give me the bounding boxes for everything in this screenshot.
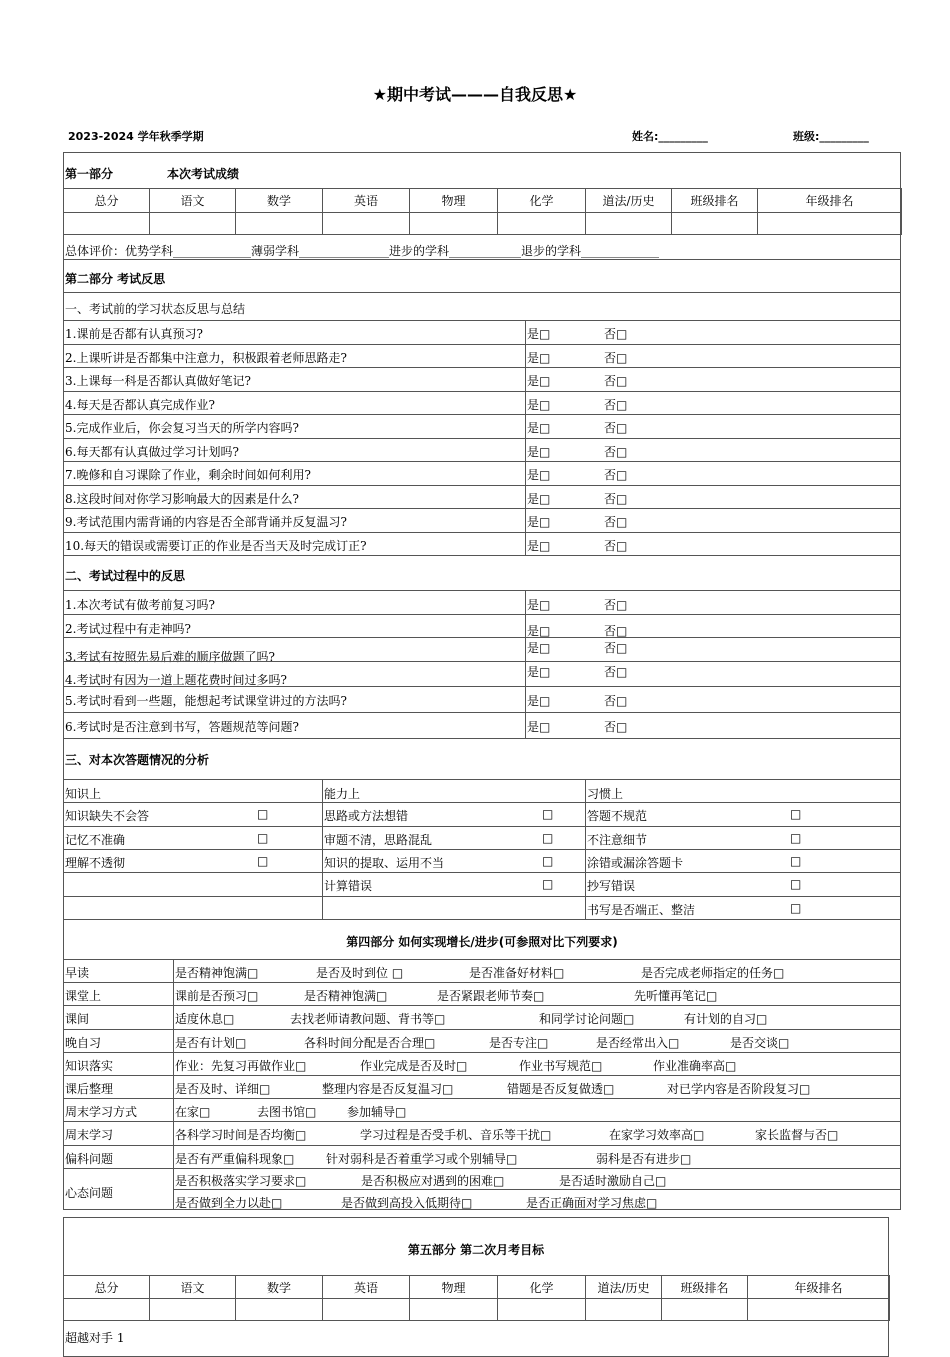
improvement-checkbox-item[interactable]: 针对弱科是否着重学习或个别辅导□ — [326, 1151, 518, 1166]
question-item: 1.本次考试有做考前复习吗? — [65, 598, 215, 612]
row-divider — [64, 391, 900, 392]
row-divider — [64, 982, 900, 983]
row-divider — [64, 532, 900, 533]
score-input[interactable] — [498, 213, 586, 235]
question-item: 7.晚修和自习课除了作业，剩余时间如何利用? — [65, 468, 311, 482]
improvement-checkbox-item[interactable]: 是否及时、详细□ — [175, 1082, 271, 1096]
score-input[interactable] — [672, 213, 758, 235]
question-item: 3.上课每一科是否都认真做好笔记? — [65, 374, 251, 388]
goal-input[interactable] — [498, 1299, 586, 1321]
score-input[interactable] — [64, 213, 150, 235]
no-checkbox[interactable]: 否□ — [604, 694, 628, 708]
overall-evaluation[interactable]: 总体评价：优势学科_____________薄弱学科_______________进步的学科____________退步的学科_____________ — [65, 244, 660, 258]
part1-heading: 本次考试成绩 — [167, 167, 240, 181]
no-checkbox[interactable]: 否□ — [604, 468, 628, 482]
score-input[interactable] — [236, 213, 323, 235]
checkbox[interactable]: □ — [257, 853, 269, 868]
score-input[interactable] — [323, 213, 410, 235]
improvement-checkbox-item[interactable]: 是否及时到位 □ — [316, 966, 404, 980]
mental-checkbox-item[interactable]: 是否做到高投入低期待□ — [341, 1195, 473, 1210]
col-history: 道法/历史 — [586, 189, 672, 213]
improvement-checkbox-item[interactable]: 适度休息□ — [175, 1012, 235, 1027]
yes-checkbox[interactable]: 是□ — [527, 350, 551, 365]
improvement-checkbox-item[interactable]: 是否专注□ — [489, 1035, 549, 1050]
semester: 2023-2024 学年秋季学期 — [68, 130, 204, 143]
name-field-label[interactable]: 姓名:_________ — [632, 130, 708, 143]
score-input[interactable] — [758, 213, 902, 235]
no-checkbox[interactable]: 否□ — [604, 624, 628, 638]
part5-form — [63, 1217, 889, 1357]
row-divider — [64, 826, 900, 827]
row-divider — [64, 802, 900, 803]
goal-col-grade-rank: 年级排名 — [748, 1276, 890, 1299]
row-divider — [64, 1029, 900, 1030]
question-item: 5.考试时看到一些题，能想起考试课堂讲过的方法吗? — [65, 694, 347, 708]
improvement-checkbox-item[interactable]: 是否准备好材料□ — [469, 966, 565, 980]
no-checkbox[interactable]: 否□ — [604, 350, 628, 365]
goal-col-physics: 物理 — [410, 1276, 498, 1299]
no-checkbox[interactable]: 否□ — [604, 720, 628, 734]
improvement-checkbox-item[interactable]: 整理内容是否反复温习□ — [322, 1082, 454, 1096]
improvement-checkbox-item[interactable]: 是否完成老师指定的任务□ — [641, 966, 785, 980]
row-divider — [64, 849, 900, 850]
row-divider — [64, 461, 900, 462]
habit-item: 涂错或漏涂答题卡 — [587, 855, 684, 870]
question-item: 4.考试时有因为一道上题花费时间过多吗? — [65, 673, 287, 687]
checkbox[interactable]: □ — [790, 807, 802, 822]
improvement-row-label: 早读 — [65, 966, 90, 980]
yes-checkbox[interactable]: 是□ — [527, 538, 551, 553]
checkbox[interactable]: □ — [790, 877, 802, 892]
habit-item: 答题不规范 — [587, 809, 648, 824]
col-class-rank: 班级排名 — [672, 189, 758, 213]
row-divider — [64, 414, 900, 415]
score-input[interactable] — [410, 213, 498, 235]
checkbox[interactable]: □ — [542, 830, 554, 845]
improvement-row-label: 周末学习 — [65, 1128, 114, 1143]
row-divider — [64, 1168, 900, 1169]
goal-input[interactable] — [236, 1299, 323, 1321]
row-divider — [64, 661, 900, 662]
question-item: 4.每天是否都认真完成作业? — [65, 397, 215, 412]
improvement-checkbox-item[interactable]: 弱科是否有进步□ — [596, 1151, 692, 1166]
goal-col-history: 道法/历史 — [586, 1276, 662, 1299]
yes-checkbox[interactable]: 是□ — [527, 491, 551, 506]
checkbox[interactable]: □ — [542, 853, 554, 868]
row-divider — [64, 1098, 900, 1099]
goal-col-math: 数学 — [236, 1276, 323, 1299]
improvement-checkbox-item[interactable]: 去图书馆□ — [257, 1105, 317, 1120]
row-divider — [64, 614, 900, 615]
ability-item: 知识的提取、运用不当 — [324, 855, 445, 870]
col-grade-rank: 年级排名 — [758, 189, 902, 213]
question-item: 6.每天都有认真做过学习计划吗? — [65, 444, 239, 459]
row-divider — [64, 896, 900, 897]
improvement-checkbox-item[interactable]: 学习过程是否受手机、音乐等干扰□ — [360, 1128, 552, 1143]
class-field-label[interactable]: 班级:_________ — [793, 130, 869, 143]
no-checkbox[interactable]: 否□ — [604, 374, 628, 388]
mental-row-label: 心态问题 — [65, 1185, 114, 1200]
goal-input[interactable] — [323, 1299, 410, 1321]
row-divider — [64, 1121, 900, 1122]
ability-item: 计算错误 — [324, 879, 373, 894]
yes-checkbox[interactable]: 是□ — [527, 598, 551, 612]
improvement-row-label: 知识落实 — [65, 1058, 114, 1073]
row-divider — [64, 686, 900, 687]
improvement-checkbox-item[interactable]: 课前是否预习□ — [175, 989, 259, 1004]
improvement-checkbox-item[interactable]: 是否经常出入□ — [596, 1035, 680, 1050]
part4-heading: 第四部分 如何实现增长/进步(可参照对比下列要求) — [346, 935, 618, 949]
no-checkbox[interactable]: 否□ — [604, 491, 628, 506]
yes-checkbox[interactable]: 是□ — [527, 468, 551, 482]
goal-col-total: 总分 — [64, 1276, 150, 1299]
no-checkbox[interactable]: 否□ — [604, 397, 628, 412]
knowledge-header: 知识上 — [65, 787, 102, 801]
yes-checkbox[interactable]: 是□ — [527, 421, 551, 435]
improvement-row-label: 周末学习方式 — [65, 1105, 138, 1120]
improvement-checkbox-item[interactable]: 参加辅导□ — [347, 1105, 407, 1120]
improvement-checkbox-item[interactable]: 家长监督与否□ — [755, 1128, 839, 1143]
checkbox[interactable]: □ — [542, 807, 554, 822]
improvement-checkbox-item[interactable]: 和同学讨论问题□ — [539, 1012, 635, 1027]
habit-item: 不注意细节 — [587, 832, 648, 847]
part1-label: 第一部分 — [65, 167, 114, 181]
analysis-grid — [64, 779, 900, 919]
checkbox[interactable]: □ — [790, 830, 802, 845]
habit-header: 习惯上 — [587, 787, 624, 801]
improvement-row-label: 课后整理 — [65, 1082, 114, 1096]
part2-heading: 第二部分 考试反思 — [65, 272, 166, 286]
yes-checkbox[interactable]: 是□ — [527, 444, 551, 459]
part5-heading: 第五部分 第二次月考目标 — [407, 1243, 545, 1257]
improvement-checkbox-item[interactable]: 作业准确率高□ — [653, 1058, 737, 1073]
improvement-checkbox-item[interactable]: 是否紧跟老师节奏□ — [437, 989, 545, 1004]
improvement-row-label: 晚自习 — [65, 1035, 102, 1050]
row-divider — [64, 1005, 900, 1006]
improvement-checkbox-item[interactable]: 作业书写规范□ — [519, 1058, 603, 1073]
goal-col-chemistry: 化学 — [498, 1276, 586, 1299]
question-item: 5.完成作业后，你会复习当天的所学内容吗? — [65, 421, 299, 435]
yes-checkbox[interactable]: 是□ — [527, 665, 551, 679]
mental-checkbox-item[interactable]: 是否积极落实学习要求□ — [175, 1173, 307, 1188]
no-checkbox[interactable]: 否□ — [604, 515, 628, 529]
goal-input[interactable] — [748, 1299, 890, 1321]
score-input[interactable] — [586, 213, 672, 235]
row-divider — [64, 872, 900, 873]
question-item: 10.每天的错误或需要订正的作业是否当天及时完成订正? — [65, 538, 367, 553]
row-divider — [64, 344, 900, 345]
yes-checkbox[interactable]: 是□ — [527, 374, 551, 388]
row-divider — [64, 1075, 900, 1076]
mental-checkbox-item[interactable]: 是否做到全力以赴□ — [175, 1195, 283, 1210]
goal-col-chinese: 语文 — [150, 1276, 236, 1299]
row-divider — [64, 508, 900, 509]
col-total: 总分 — [64, 189, 150, 213]
yes-checkbox[interactable]: 是□ — [527, 694, 551, 708]
question-item: 2.上课听讲是否都集中注意力，积极跟着老师思路走? — [65, 350, 347, 365]
improvement-checkbox-item[interactable]: 是否交谈□ — [730, 1035, 790, 1050]
mental-checkbox-item[interactable]: 是否正确面对学习焦虑□ — [526, 1195, 658, 1210]
improvement-checkbox-item[interactable]: 有计划的自习□ — [684, 1012, 768, 1027]
question-item: 9.考试范围内需背诵的内容是否全部背诵并反复温习? — [65, 515, 347, 529]
row-divider — [64, 637, 900, 638]
improvement-checkbox-item[interactable]: 是否有严重偏科现象□ — [175, 1151, 295, 1166]
yes-checkbox[interactable]: 是□ — [527, 515, 551, 529]
row-divider — [64, 438, 900, 439]
row-divider — [173, 1189, 900, 1190]
col-math: 数学 — [236, 189, 323, 213]
mental-checkbox-item[interactable]: 是否积极应对遇到的困难□ — [361, 1173, 505, 1188]
yes-checkbox[interactable]: 是□ — [527, 720, 551, 734]
goal-col-english: 英语 — [323, 1276, 410, 1299]
improvement-checkbox-item[interactable]: 各科学习时间是否均衡□ — [175, 1128, 307, 1143]
ability-header: 能力上 — [324, 787, 361, 801]
yes-checkbox[interactable]: 是□ — [527, 327, 551, 341]
row-divider — [64, 485, 900, 486]
rival-label[interactable]: 超越对手 1 — [65, 1331, 125, 1345]
question-item: 3.考试有按照先易后难的顺序做题了吗? — [65, 650, 275, 664]
yes-checkbox[interactable]: 是□ — [527, 624, 551, 638]
no-checkbox[interactable]: 否□ — [604, 665, 628, 679]
improvement-checkbox-item[interactable]: 作业：先复习再做作业□ — [175, 1058, 307, 1073]
question-item: 1.课前是否都有认真预习? — [65, 327, 203, 341]
col-chinese: 语文 — [150, 189, 236, 213]
checkbox[interactable]: □ — [790, 853, 802, 868]
goal-input[interactable] — [662, 1299, 748, 1321]
improvement-checkbox-item[interactable]: 在家学习效率高□ — [609, 1128, 705, 1143]
part3-heading: 三、对本次答题情况的分析 — [65, 753, 210, 767]
goal-col-class-rank: 班级排名 — [662, 1276, 748, 1299]
improvement-row-label: 课间 — [65, 1012, 90, 1027]
no-checkbox[interactable]: 否□ — [604, 538, 628, 553]
row-divider — [64, 712, 900, 713]
improvement-checkbox-item[interactable]: 是否精神饱满□ — [175, 966, 259, 980]
improvement-checkbox-item[interactable]: 错题是否反复做透□ — [507, 1082, 615, 1096]
improvement-checkbox-item[interactable]: 是否精神饱满□ — [304, 989, 388, 1004]
question-item: 6.考试时是否注意到书写，答题规范等问题? — [65, 720, 299, 734]
checkbox[interactable]: □ — [257, 830, 269, 845]
improvement-checkbox-item[interactable]: 各科时间分配是否合理□ — [304, 1035, 436, 1050]
yes-checkbox[interactable]: 是□ — [527, 641, 551, 655]
improvement-row-label: 课堂上 — [65, 989, 102, 1004]
ability-item: 思路或方法想错 — [324, 809, 409, 824]
col-physics: 物理 — [410, 189, 498, 213]
no-checkbox[interactable]: 否□ — [604, 598, 628, 612]
goal-input[interactable] — [410, 1299, 498, 1321]
row-divider — [64, 367, 900, 368]
question-item: 2.考试过程中有走神吗? — [65, 622, 191, 636]
habit-item: 抄写错误 — [587, 879, 636, 894]
improvement-checkbox-item[interactable]: 在家□ — [175, 1105, 211, 1120]
no-checkbox[interactable]: 否□ — [604, 641, 628, 655]
checkbox[interactable]: □ — [257, 807, 269, 822]
col-chemistry: 化学 — [498, 189, 586, 213]
improvement-checkbox-item[interactable]: 对已学内容是否阶段复习□ — [667, 1082, 811, 1096]
checkbox[interactable]: □ — [790, 900, 802, 915]
goal-input[interactable] — [64, 1299, 150, 1321]
improvement-checkbox-item[interactable]: 作业完成是否及时□ — [360, 1058, 468, 1073]
col-english: 英语 — [323, 189, 410, 213]
goal-table — [63, 1275, 890, 1321]
goal-input[interactable] — [150, 1299, 236, 1321]
knowledge-item: 知识缺失不会答 — [65, 809, 150, 824]
no-checkbox[interactable]: 否□ — [604, 444, 628, 459]
knowledge-item: 记忆不准确 — [65, 832, 126, 847]
habit-item: 书写是否端正、整洁 — [587, 902, 696, 917]
yes-checkbox[interactable]: 是□ — [527, 397, 551, 412]
row-divider — [64, 1145, 900, 1146]
question-item: 8.这段时间对你学习影响最大的因素是什么? — [65, 491, 299, 506]
page-title: ★期中考试———自我反思★ — [372, 85, 578, 104]
ability-item: 审题不清，思路混乱 — [324, 832, 433, 847]
checkbox[interactable]: □ — [542, 877, 554, 892]
no-checkbox[interactable]: 否□ — [604, 421, 628, 435]
sec1-title: 一、考试前的学习状态反思与总结 — [65, 302, 246, 316]
improvement-checkbox-item[interactable]: 是否有计划□ — [175, 1035, 247, 1050]
row-divider — [64, 1052, 900, 1053]
main-form — [63, 152, 901, 1210]
improvement-checkbox-item[interactable]: 先听懂再笔记□ — [634, 989, 718, 1004]
knowledge-item: 理解不透彻 — [65, 855, 126, 870]
mental-checkbox-item[interactable]: 是否适时激励自己□ — [559, 1173, 667, 1188]
sec2-title: 二、考试过程中的反思 — [65, 569, 186, 583]
score-table — [63, 188, 902, 235]
score-input[interactable] — [150, 213, 236, 235]
no-checkbox[interactable]: 否□ — [604, 327, 628, 341]
improvement-row-label: 偏科问题 — [65, 1151, 114, 1166]
improvement-checkbox-item[interactable]: 去找老师请教问题、背书等□ — [290, 1012, 446, 1027]
goal-input[interactable] — [586, 1299, 662, 1321]
